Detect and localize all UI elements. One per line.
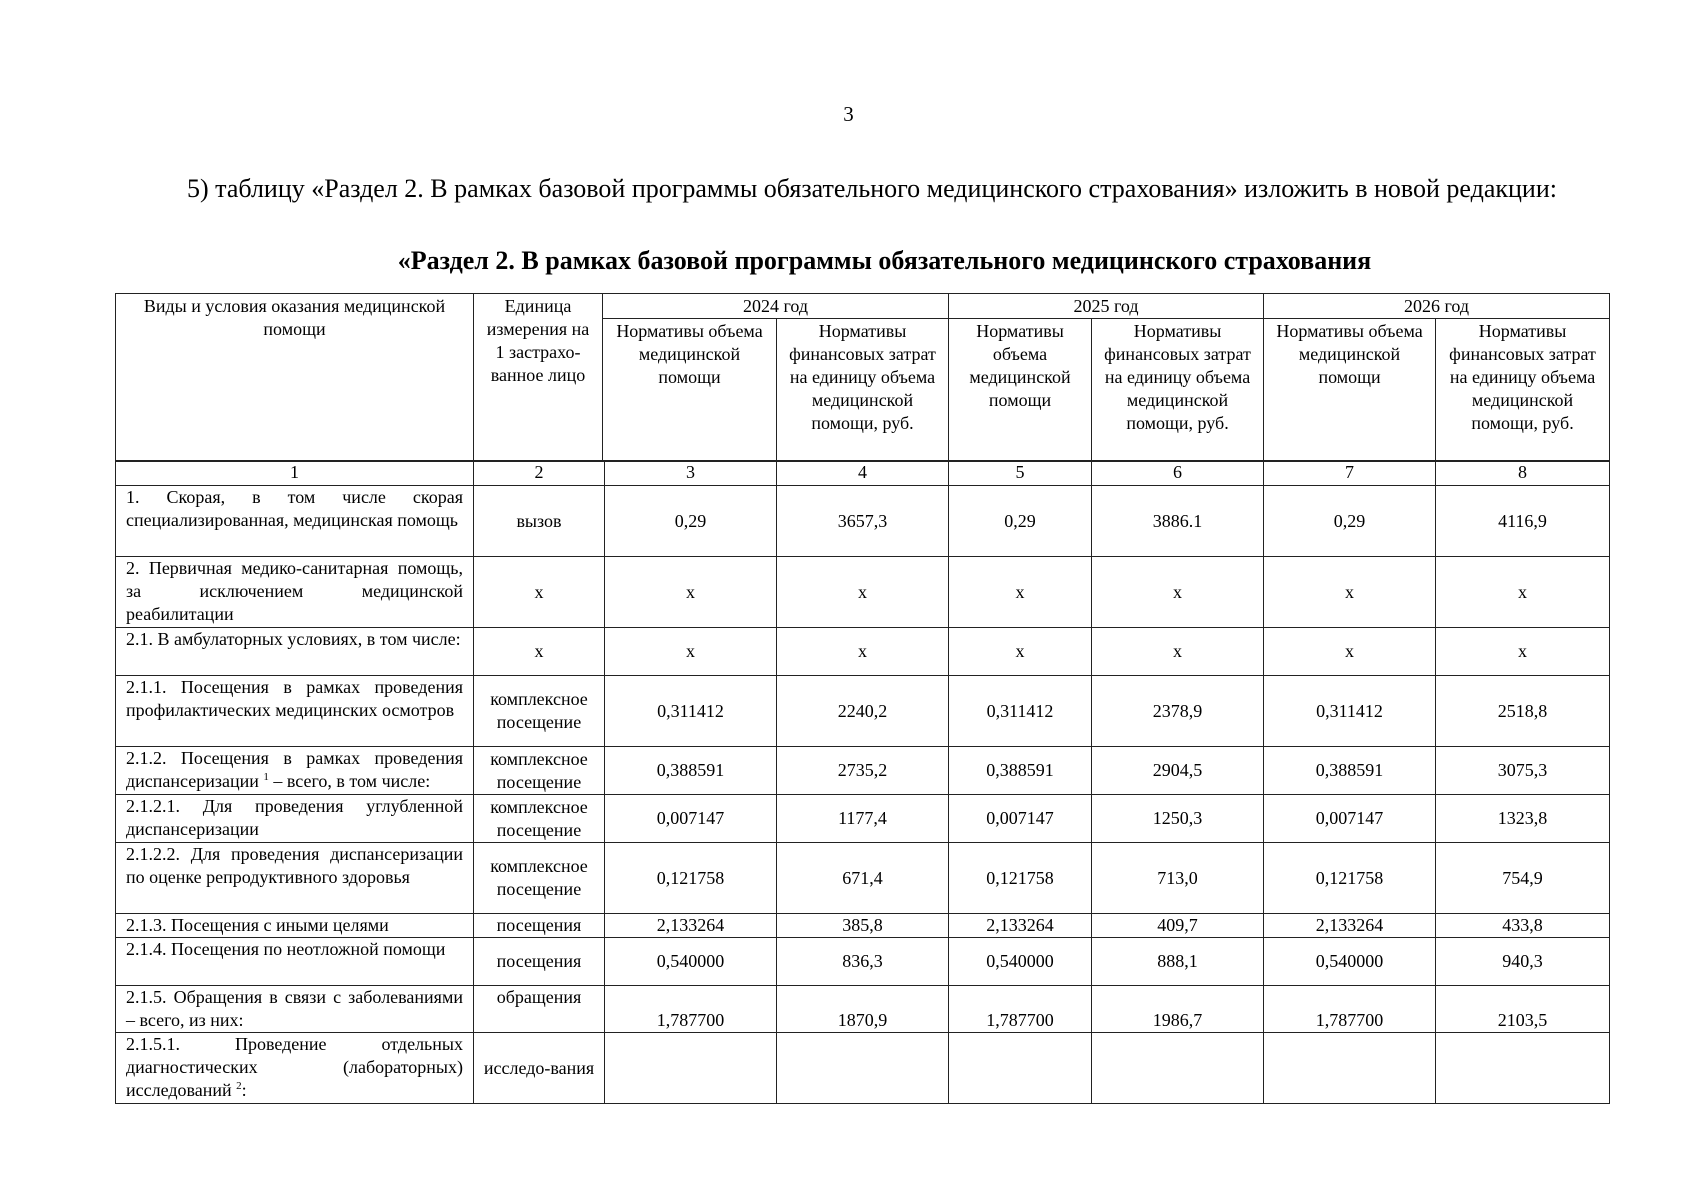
intro-paragraph: 5) таблицу «Раздел 2. В рамках базовой программы обязательного медицинского страхования» изложить в новой редакции: (187, 174, 1557, 203)
row-label-text: 2.1.1. Посещения в рамках проведения профилактических медицинских осмотров (126, 677, 463, 720)
row-unit: комплексное посещение (474, 747, 605, 795)
row-value: х (1436, 628, 1610, 676)
row-value: 385,8 (777, 914, 949, 938)
row-value: 940,3 (1436, 938, 1610, 986)
header-unit: Единица измерения на 1 застрахо-ванное лицо (474, 294, 603, 461)
table-row (116, 628, 1610, 676)
header-year-2026: 2026 год (1264, 294, 1610, 319)
row-value (949, 1033, 1092, 1104)
row-label-text: 2.1.5.1. Проведение отдельных диагностических (лабораторных) исследований (126, 1034, 463, 1100)
row-value: 433,8 (1436, 914, 1610, 938)
row-value: 0,121758 (605, 843, 777, 914)
column-number: 6 (1092, 462, 1264, 486)
row-value: 0,311412 (605, 676, 777, 747)
row-value: 0,121758 (949, 843, 1092, 914)
row-value: х (949, 557, 1092, 628)
row-label (116, 986, 474, 1033)
row-value: х (605, 628, 777, 676)
row-value: 0,29 (605, 486, 777, 557)
row-unit: исследо-вания (474, 1033, 605, 1104)
row-label (116, 747, 474, 795)
row-unit: посещения (474, 938, 605, 986)
row-unit: х (474, 557, 605, 628)
header-cost-2026: Нормативы финансовых затрат на единицу объема медицинской помощи, руб. (1436, 319, 1610, 461)
column-number: 8 (1436, 462, 1610, 486)
row-value: 0,007147 (1264, 795, 1436, 843)
row-value: 0,311412 (1264, 676, 1436, 747)
row-label (116, 843, 474, 914)
row-value: 2,133264 (605, 914, 777, 938)
table-row (116, 486, 1610, 557)
footnote-ref: 2 (236, 1080, 242, 1092)
row-unit: вызов (474, 486, 605, 557)
row-label (116, 1033, 474, 1104)
row-unit: комплексное посещение (474, 795, 605, 843)
row-value: 754,9 (1436, 843, 1610, 914)
row-value: 1323,8 (1436, 795, 1610, 843)
section-title: «Раздел 2. В рамках базовой программы обязательного медицинского страхования (397, 246, 1372, 275)
row-label (116, 557, 474, 628)
row-label-text: 2.1.5. Обращения в связи с заболеваниями – всего, из них: (126, 987, 463, 1030)
row-value: 0,540000 (605, 938, 777, 986)
row-unit: комплексное посещение (474, 843, 605, 914)
row-unit: обращения (474, 986, 605, 1033)
row-value: 2103,5 (1436, 986, 1610, 1033)
row-value: 2,133264 (949, 914, 1092, 938)
row-value (1092, 1033, 1264, 1104)
column-numbers-row (116, 462, 1610, 486)
row-value: 2735,2 (777, 747, 949, 795)
row-label-text: 2.1.2. Посещения в рамках проведения диспансеризации (126, 748, 463, 791)
row-value: х (1264, 628, 1436, 676)
row-value: 0,388591 (949, 747, 1092, 795)
data-table (115, 461, 1610, 1104)
column-number: 5 (949, 462, 1092, 486)
row-value: х (1436, 557, 1610, 628)
header-cost-2025: Нормативы финансовых затрат на единицу объема медицинской помощи, руб. (1092, 319, 1264, 461)
table-row (116, 843, 1610, 914)
table-row (116, 938, 1610, 986)
row-value: 1177,4 (777, 795, 949, 843)
header-year-2025: 2025 год (949, 294, 1264, 319)
row-value: 409,7 (1092, 914, 1264, 938)
row-value: 1250,3 (1092, 795, 1264, 843)
row-value: 0,121758 (1264, 843, 1436, 914)
column-number: 7 (1264, 462, 1436, 486)
row-label-text: 2.1.2.1. Для проведения углубленной диспансеризации (126, 796, 463, 839)
header-year-2024: 2024 год (603, 294, 949, 319)
row-value: 3657,3 (777, 486, 949, 557)
row-value: 2518,8 (1436, 676, 1610, 747)
header-volume-2026: Нормативы объема медицинской помощи (1264, 319, 1436, 461)
row-value: х (777, 557, 949, 628)
table-row (116, 986, 1610, 1033)
column-number: 4 (777, 462, 949, 486)
row-value: 2240,2 (777, 676, 949, 747)
row-value: 2904,5 (1092, 747, 1264, 795)
row-value: 888,1 (1092, 938, 1264, 986)
row-label-suffix: : (241, 1080, 247, 1100)
row-value: 1986,7 (1092, 986, 1264, 1033)
row-label-text: 2.1. В амбулаторных условиях, в том числе: (126, 629, 461, 649)
row-label (116, 914, 474, 938)
header-kinds: Виды и условия оказания медицинской помощи (116, 294, 474, 461)
row-unit: посещения (474, 914, 605, 938)
row-unit: комплексное посещение (474, 676, 605, 747)
row-value: 0,29 (949, 486, 1092, 557)
row-value: 4116,9 (1436, 486, 1610, 557)
row-unit: х (474, 628, 605, 676)
row-value: 0,311412 (949, 676, 1092, 747)
row-value (777, 1033, 949, 1104)
table-row (116, 914, 1610, 938)
row-value: 671,4 (777, 843, 949, 914)
row-value: 1,787700 (1264, 986, 1436, 1033)
header-volume-2024: Нормативы объема медицинской помощи (603, 319, 777, 461)
row-value: 0,540000 (949, 938, 1092, 986)
row-value: 1,787700 (605, 986, 777, 1033)
row-label-text: 1. Скорая, в том числе скорая специализированная, медицинская помощь (126, 487, 463, 530)
header-cost-2024: Нормативы финансовых затрат на единицу объема медицинской помощи, руб. (777, 319, 949, 461)
header-volume-2025: Нормативы объема медицинской помощи (949, 319, 1092, 461)
column-number: 3 (605, 462, 777, 486)
table-row (116, 1033, 1610, 1104)
table-row (116, 747, 1610, 795)
row-label-text: 2. Первичная медико-санитарная помощь, за исключением медицинской реабилитации (126, 558, 463, 624)
row-value: 836,3 (777, 938, 949, 986)
row-label (116, 676, 474, 747)
row-label (116, 628, 474, 676)
row-value: х (777, 628, 949, 676)
table-row (116, 557, 1610, 628)
row-label (116, 795, 474, 843)
row-value: 0,388591 (605, 747, 777, 795)
row-value: 1870,9 (777, 986, 949, 1033)
row-value: х (949, 628, 1092, 676)
row-value (1264, 1033, 1436, 1104)
row-value: 0,29 (1264, 486, 1436, 557)
row-value: 1,787700 (949, 986, 1092, 1033)
row-value: 0,540000 (1264, 938, 1436, 986)
row-value: 2378,9 (1092, 676, 1264, 747)
row-label (116, 938, 474, 986)
row-value: 0,007147 (949, 795, 1092, 843)
table-row (116, 795, 1610, 843)
header-table (115, 293, 1610, 461)
row-value: 0,388591 (1264, 747, 1436, 795)
row-label-text: 2.1.2.2. Для проведения диспансеризации по оценке репродуктивного здоровья (126, 844, 463, 887)
row-label (116, 486, 474, 557)
row-value: 2,133264 (1264, 914, 1436, 938)
row-value: х (1092, 628, 1264, 676)
row-value: х (1092, 557, 1264, 628)
page-number: 3 (843, 102, 854, 126)
row-value: х (1264, 557, 1436, 628)
table-row (116, 676, 1610, 747)
row-value: 713,0 (1092, 843, 1264, 914)
row-value: х (605, 557, 777, 628)
row-value (605, 1033, 777, 1104)
row-label-text: 2.1.4. Посещения по неотложной помощи (126, 939, 446, 959)
row-value (1436, 1033, 1610, 1104)
row-label-suffix: – всего, в том числе: (268, 771, 431, 791)
row-value: 3075,3 (1436, 747, 1610, 795)
row-value: 0,007147 (605, 795, 777, 843)
footnote-ref: 1 (263, 771, 269, 783)
column-number: 2 (474, 462, 605, 486)
row-value: 3886.1 (1092, 486, 1264, 557)
row-label-text: 2.1.3. Посещения с иными целями (126, 915, 389, 935)
column-number: 1 (116, 462, 474, 486)
